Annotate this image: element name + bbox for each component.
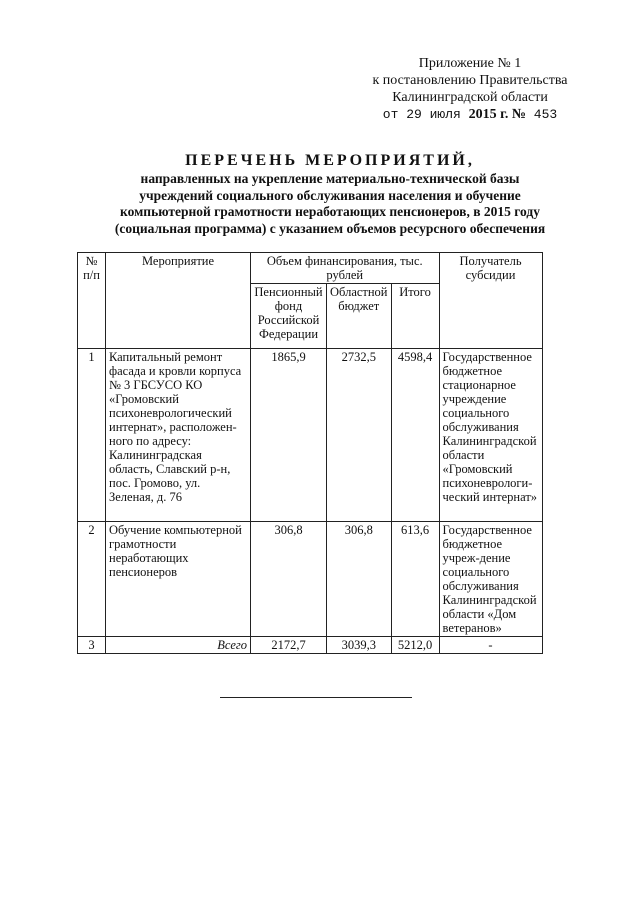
row-total: 613,6 [391, 522, 439, 637]
total-label: Всего [106, 637, 251, 654]
appendix-date-line [340, 106, 600, 123]
appendix-number: 453 [533, 107, 558, 122]
total-pension-fund: 2172,7 [251, 637, 327, 654]
document-title: ПЕРЕЧЕНЬ МЕРОПРИЯТИЙ, [185, 152, 475, 169]
table-header-row [78, 253, 543, 284]
document-subtitle [80, 171, 580, 237]
row-num: 2 [78, 522, 106, 637]
header-activity: Мероприятие [106, 253, 251, 349]
appendix-line-2: к постановлению Правительства [372, 73, 568, 88]
closing-divider [220, 697, 412, 698]
row-regional-budget: 306,8 [327, 522, 392, 637]
appendix-block [340, 55, 600, 123]
total-total: 5212,0 [391, 637, 439, 654]
subtitle-line: направленных на укрепление материально-технической базы [140, 171, 520, 186]
table-row [78, 349, 543, 522]
appendix-year: 2015 г. № [468, 107, 526, 122]
total-regional-budget: 3039,3 [327, 637, 392, 654]
appendix-line-3: Калининградской области [392, 90, 548, 105]
header-recipient: Получатель субсидии [439, 253, 542, 349]
row-pension-fund: 1865,9 [251, 349, 327, 522]
header-regional-budget: Областной бюджет [327, 284, 392, 349]
row-total: 4598,4 [391, 349, 439, 522]
row-recipient: Государственное бюджетное стационарное учреждение социального обслуживания Калининградской области «Громовский психоневрологи-ческий интернат» [439, 349, 542, 522]
appendix-date: от 29 июля [382, 107, 461, 122]
header-total: Итого [391, 284, 439, 349]
row-activity: Обучение компьютерной грамотности неработающих пенсионеров [106, 522, 251, 637]
header-num: № п/п [78, 253, 106, 349]
activities-table [77, 252, 543, 654]
header-funding: Объем финансирования, тыс. рублей [251, 253, 440, 284]
total-num: 3 [78, 637, 106, 654]
row-recipient: Государственное бюджетное учреж-дение социального обслуживания Калининградской области «Дом ветеранов» [439, 522, 542, 637]
table-row [78, 522, 543, 637]
row-num: 1 [78, 349, 106, 522]
subtitle-line: компьютерной грамотности неработающих пенсионеров, в 2015 году [120, 204, 540, 219]
row-regional-budget: 2732,5 [327, 349, 392, 522]
total-recipient: - [439, 637, 542, 654]
subtitle-line: (социальная программа) с указанием объемов ресурсного обеспечения [114, 220, 546, 236]
row-activity: Капитальный ремонт фасада и кровли корпуса № 3 ГБСУСО КО «Громовский психоневрологический интернат», расположен-ного по адресу: Калининградская область, Славский р-н, пос. Громово, ул. Зеленая, д. 76 [106, 349, 251, 522]
header-pension-fund: Пенсионный фонд Российской Федерации [251, 284, 327, 349]
appendix-line-1: Приложение № 1 [418, 56, 522, 71]
row-pension-fund: 306,8 [251, 522, 327, 637]
table-total-row [78, 637, 543, 654]
subtitle-line: учреждений социального обслуживания населения и обучение [139, 187, 521, 203]
